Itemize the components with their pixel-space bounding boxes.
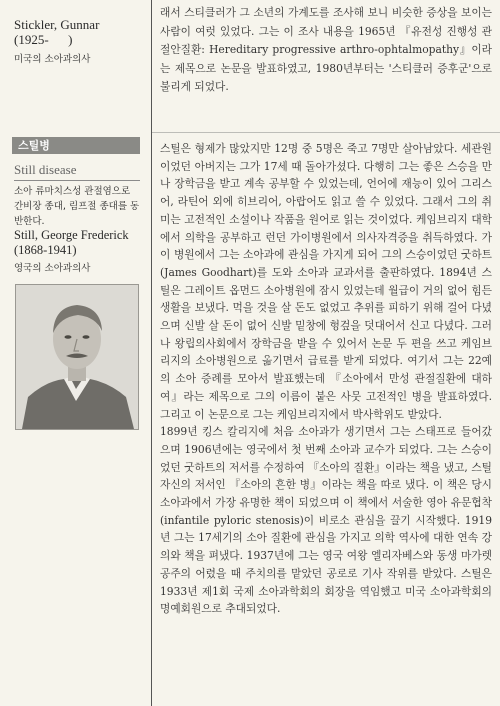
portrait-photo xyxy=(15,284,139,430)
still-bio xyxy=(14,228,146,275)
disease-description: 소아 류마치스성 관절염으로 간비장 종대, 림프절 종대를 동반한다. xyxy=(14,186,140,227)
paragraph-2: 1899년 킹스 칼리지에 처음 소아과가 생기면서 그는 스태프로 들어갔으며 1906년에는 영국에서 첫 번째 소아과 교수가 되었다. 그는 스승이었던 굿하트의 저서를 수정하여 『소아의 질환』이라는 책을 냈고, 스틸 자신의 저서인 『소아의 흔한 병』이라는 책을 따로 냈다. 이 책은 당시 소아과에서 가장 유명한 책이 되었으며 이 책에서 서술한 영아 유문협착(infantile pyloric stenosis)이 비로소 관심을 끌기 시작했다. 1919년 그는 17세기의 소아 질환에 관심을 가지고 의학 역사에 대한 연속 강의와 책을 펴냈다. 1937년에 그는 영국 여왕 엘리자베스와 동생 마가렛 공주의 어렸을 때 주치의를 맡았던 공로로 기사 작위를 받았다. 스틸은 1933년 제1회 국제 소아과학회의 회장을 역임했고 미국 소아과학회의 명예회원으로 추대되었다. xyxy=(160,425,492,616)
stickler-name: Stickler, Gunnar xyxy=(14,17,100,32)
portrait-illustration xyxy=(16,285,138,429)
stickler-years: (1925- ) xyxy=(14,32,73,47)
disease-divider xyxy=(14,180,140,181)
paragraph-1: 스틸은 형제가 많았지만 12명 중 5명은 죽고 7명만 살아남았다. 세관원이었던 아버지는 그가 17세 때 돌아가셨다. 다행히 그는 좋은 스승을 만나 장학금을 받고 계속 공부할 수 있었는데, 언어에 재능이 있어 그리스어, 라틴어 외에 히브리어, 아랍어도 읽고 쓸 수 있었다. 그래서 그의 취미는 고전적인 소설이나 작품을 원어로 읽는 것이었다. 케임브리지 대학에서 의학을 공부하고 런던 가이병원에서 의사자격증을 취득하였다. 가이 병원에서 그는 소아과에 관심을 가지게 되어 그의 스승이었던 굿하트(James Goodhart)를 도와 소아과 교과서를 출판하였다. 1894년 스틸은 그레이트 옵먼드 소아병원에 잠시 있었는데 월급이 거의 없어 힘든 생활을 보냈다. 먹을 것을 살 돈도 없었고 추위를 피하기 위해 걸어 다녔으며 신발 살 돈이 없어 신발 밑창에 헝겊을 덧대어서 신고 다녔다. 그러나 왕립의사회에서 장학금을 받을 수 있어서 논문 두 편을 쓰고 케임브리지의 소아병원으로 옮기면서 급료를 받게 되었다. 여기서 그는 22예의 소아 증례를 모아서 발표했는데 『소아에서 만성 관절질환에 대하여』라는 제목으로 그의 이름이 붙은 사뭇 고전적인 병을 발표하였다. 그리고 이 논문으로 그는 케임브리지에서 박사학위도 받았다. xyxy=(160,142,492,421)
article-body xyxy=(160,140,492,618)
still-name: Still, George Frederick xyxy=(14,228,129,242)
stickler-description: 미국의 소아과의사 xyxy=(14,54,91,65)
still-years: (1868-1941) xyxy=(14,243,77,257)
disease-heading: 스틸병 xyxy=(12,137,140,154)
section-divider xyxy=(152,132,500,133)
still-description: 영국의 소아과의사 xyxy=(14,263,91,274)
column-divider xyxy=(151,0,152,706)
disease-english-title: Still disease xyxy=(14,162,77,177)
stickler-bio xyxy=(14,17,142,66)
continued-paragraph: 래서 스티클러가 그 소년의 가계도를 조사해 보니 비슷한 증상을 보이는 사람이 여럿 있었다. 그는 이 조사 내용을 1965년 『유전성 진행성 관절안질환: Hereditary progressive arthro-ophtalmopathy』이라는 제목으로 논문을 발표하였고, 1980년부터는 '스티클러 증후군'으로 불리게 되었다. xyxy=(160,6,492,94)
